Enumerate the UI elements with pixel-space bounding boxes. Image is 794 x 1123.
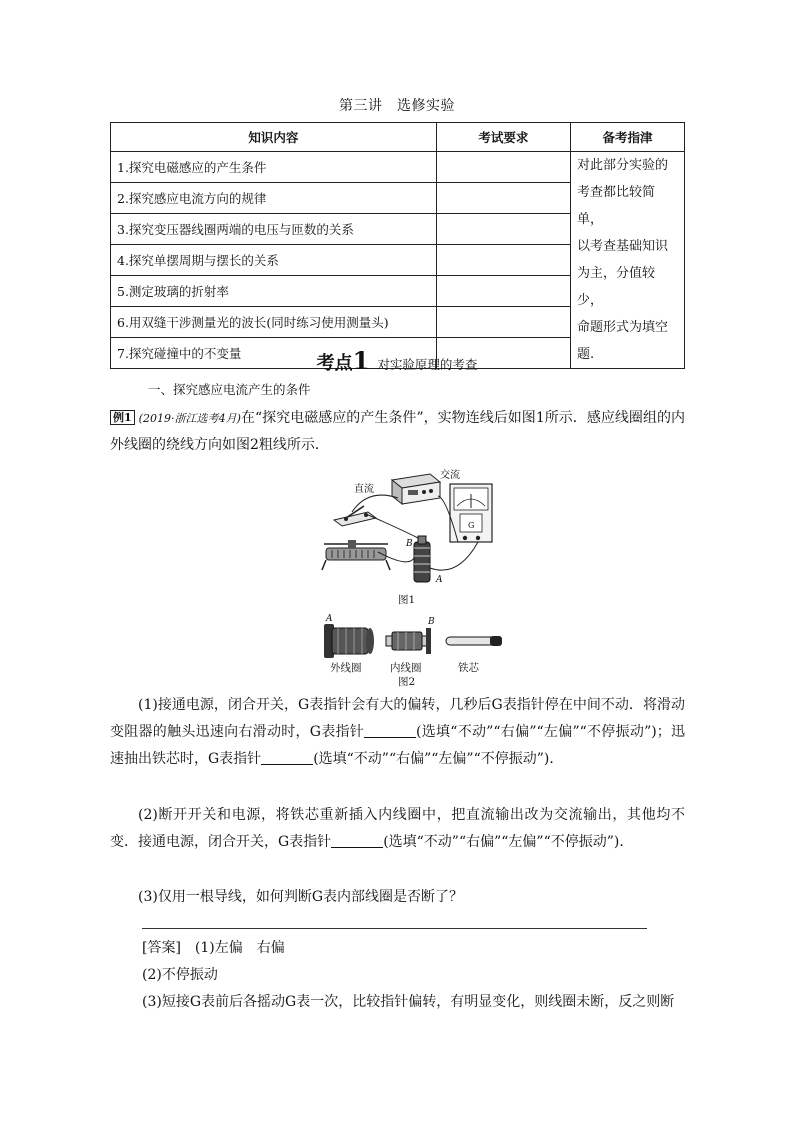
requirement-cell	[436, 183, 570, 214]
example-source: (2019·浙江选考4月)	[138, 412, 241, 425]
table-header-row	[111, 123, 685, 152]
rheostat-icon	[322, 540, 390, 570]
knowledge-table	[110, 122, 685, 369]
label-b: B	[406, 539, 413, 549]
header-requirement: 考试要求	[436, 123, 570, 152]
question-1-text-b: (选填“不动”“右偏”“左偏”“不停振动”)；迅速抽出铁芯时，G表指针	[110, 724, 685, 767]
example-text: 在“探究电磁感应的产生条件”，实物连线后如图1所示．感应线圈组的内外线圈的绕线方向如图2粗线所示．	[110, 410, 685, 453]
guide-cell	[570, 152, 684, 369]
topic-cell: 6.用双缝干涉测量光的波长(同时练习使用测量头)	[111, 307, 437, 338]
page-title: 第三讲 选修实验	[339, 98, 455, 114]
kaodian-label: 考点	[316, 353, 353, 374]
label-a: A	[326, 614, 333, 624]
header-knowledge: 知识内容	[111, 123, 437, 152]
table-row	[111, 152, 685, 183]
label-dc: 直流	[354, 484, 374, 495]
question-3: (3)仅用一根导线，如何判断G表内部线圈是否断了？	[138, 889, 464, 905]
requirement-cell	[436, 245, 570, 276]
label-outer-coil: 外线圈	[330, 662, 362, 674]
answer-blank[interactable]	[261, 750, 313, 765]
topic-cell: 4.探究单摆周期与摆长的关系	[111, 245, 437, 276]
label-b: B	[428, 617, 435, 627]
figure-2-caption: 图2	[398, 676, 416, 688]
figure-2-illustration	[318, 612, 508, 662]
power-supply-icon	[392, 474, 440, 504]
guide-line: 对此部分实验的	[576, 158, 668, 173]
requirement-cell	[436, 214, 570, 245]
figure-1-caption: 图1	[398, 594, 416, 606]
topic-cell: 1.探究电磁感应的产生条件	[111, 152, 437, 183]
answer-line-3: (3)短接G表前后各摇动G表一次，比较指针偏转，有明显变化，则线圈未断，反之则断	[142, 994, 675, 1010]
guide-line: 为主，分值较少，	[576, 266, 655, 308]
answer-blank[interactable]	[364, 723, 416, 738]
question-1	[110, 692, 685, 773]
label-ac: 交流	[440, 470, 460, 481]
requirement-cell	[436, 152, 570, 183]
label-g: G	[468, 521, 475, 530]
inner-coil-icon	[386, 628, 431, 654]
topic-cell: 7.探究碰撞中的不变量	[111, 338, 437, 369]
requirement-cell	[436, 307, 570, 338]
iron-core-icon	[446, 636, 502, 646]
figure-1-illustration	[318, 468, 498, 588]
guide-line: 题.	[576, 347, 595, 362]
topic-cell: 3.探究变压器线圈两端的电压与匝数的关系	[111, 214, 437, 245]
kaodian-number: 1	[352, 346, 370, 375]
question-1-text-c: (选填“不动”“右偏”“左偏”“不停振动”)．	[313, 751, 564, 767]
topic-cell: 2.探究感应电流方向的规律	[111, 183, 437, 214]
question-1-text-a: (1)接通电源，闭合开关，G表指针会有大的偏转，几秒后G表指针停在中间不动．将滑动变阻器的触头迅速向右滑动时，G表指针	[110, 697, 685, 740]
coil-icon	[414, 536, 430, 582]
outer-coil-icon	[324, 624, 374, 658]
example-intro	[110, 405, 685, 459]
question-2	[110, 802, 685, 856]
galvanometer-icon	[450, 484, 492, 542]
guide-line: 以考查基础知识	[576, 239, 668, 254]
label-iron-core: 铁芯	[458, 662, 479, 674]
example-tag: 例1	[110, 410, 135, 425]
question-2-text-b: (选填“不动”“右偏”“左偏”“不停振动”)．	[383, 834, 634, 850]
section-heading: 一、探究感应电流产生的条件	[148, 382, 311, 397]
answer-blank[interactable]	[331, 833, 383, 848]
answer-line-2: (2)不停振动	[142, 967, 218, 983]
guide-line: 命题形式为填空	[576, 320, 668, 335]
requirement-cell	[436, 276, 570, 307]
answer-writing-line[interactable]	[142, 928, 647, 929]
answer-line-1: [答案] (1)左偏 右偏	[142, 940, 285, 956]
question-2-text-a: (2)断开开关和电源，将铁芯重新插入内线圈中，把直流输出改为交流输出，其他均不变．接通电源，闭合开关，G表指针	[110, 807, 685, 850]
kaodian-subtitle: 对实验原理的考查	[377, 357, 478, 372]
topic-cell: 5.测定玻璃的折射率	[111, 276, 437, 307]
guide-line: 考查都比较简单，	[576, 185, 655, 227]
label-inner-coil: 内线圈	[390, 662, 422, 674]
header-guide: 备考指津	[570, 123, 684, 152]
label-a: A	[436, 575, 443, 585]
kaodian-heading	[0, 346, 794, 375]
